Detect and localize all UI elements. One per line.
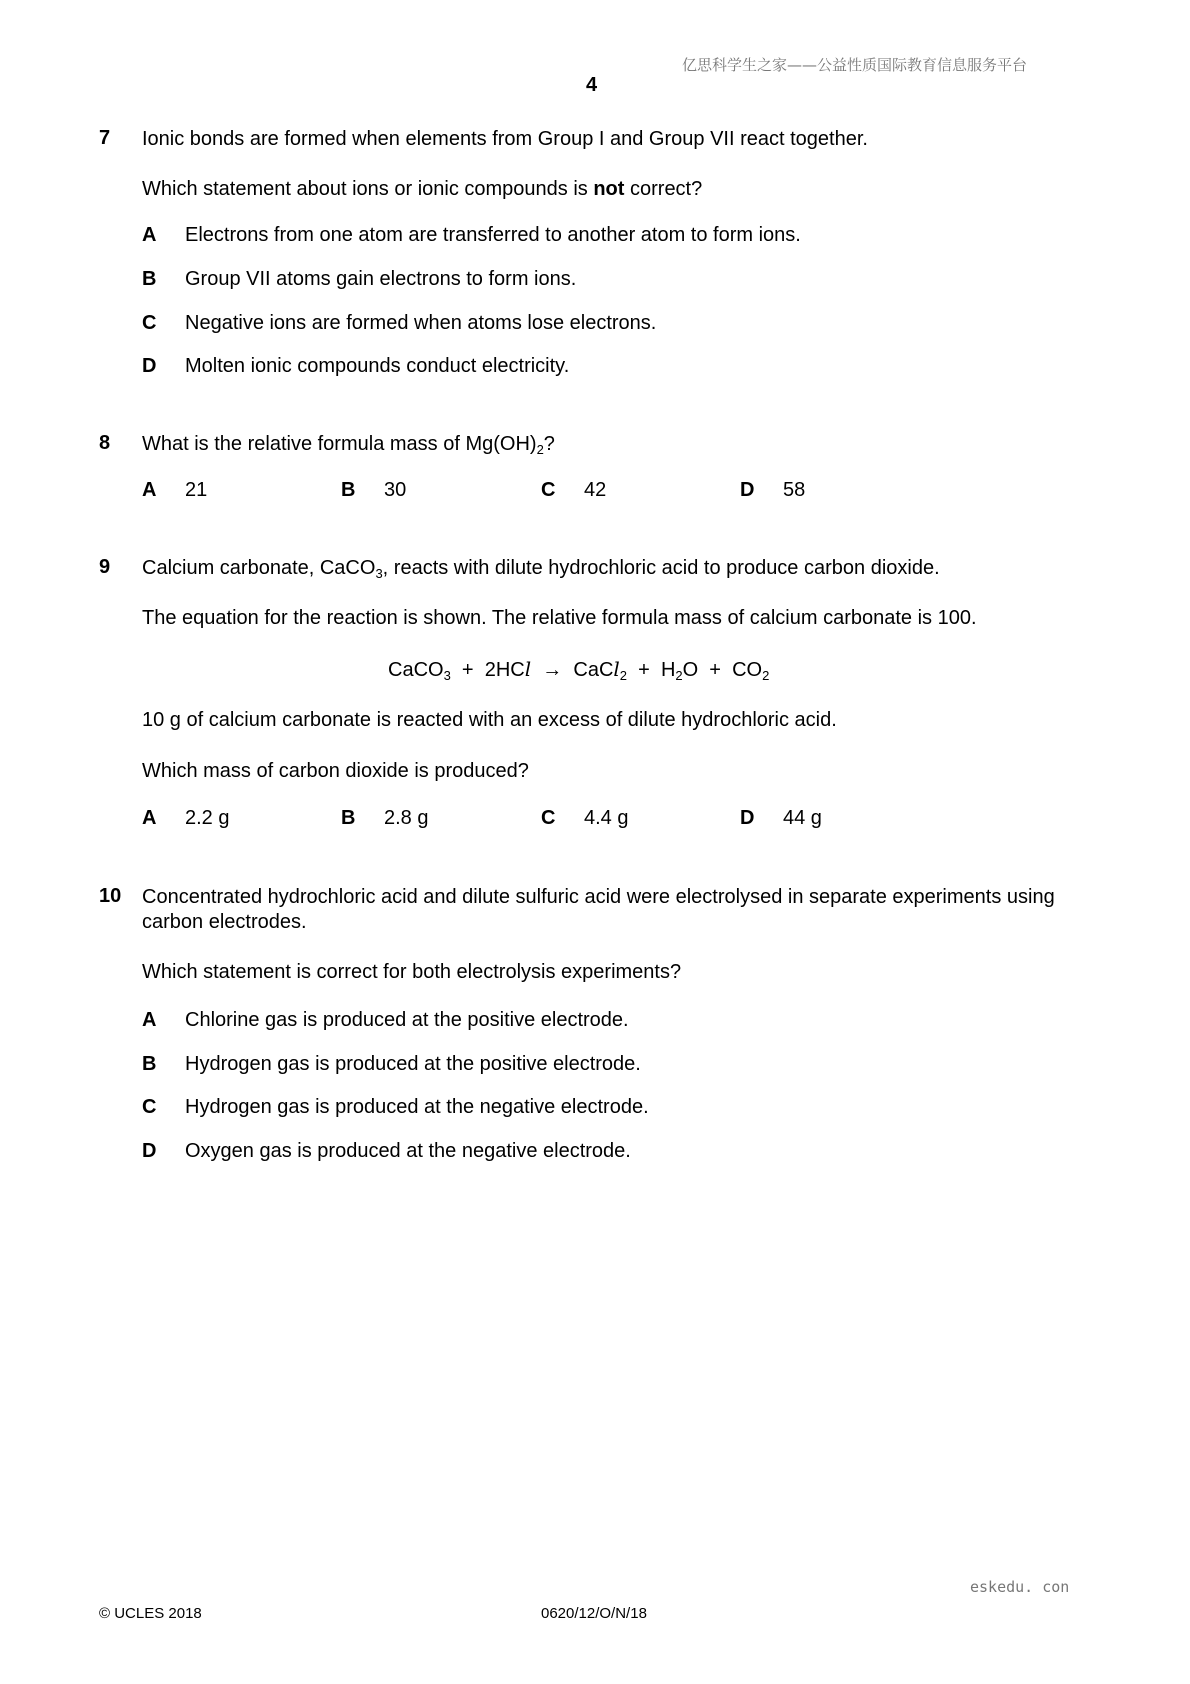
option-text: Negative ions are formed when atoms lose electrons.: [185, 312, 657, 334]
question-prompt: Which statement is correct for both electrolysis experiments?: [142, 961, 682, 983]
option-text: Oxygen gas is produced at the negative electrode.: [185, 1140, 631, 1162]
question-context: The equation for the reaction is shown. The relative formula mass of calcium carbonate is 100.: [142, 607, 977, 629]
header-watermark: 亿思科学生之家——公益性质国际教育信息服务平台: [682, 56, 1028, 74]
question-prompt: Which statement about ions or ionic compounds is not correct?: [142, 178, 703, 200]
option-label: D: [740, 479, 755, 501]
option-text: Electrons from one atom are transferred to another atom to form ions.: [185, 224, 801, 246]
option-text: 42: [584, 479, 607, 501]
option-label: A: [142, 807, 157, 829]
question-stem: Calcium carbonate, CaCO$_3$, reacts with dilute hydrochloric acid to produce carbon dioxide.: [142, 557, 940, 581]
option-label: B: [341, 479, 356, 501]
option-label: B: [142, 1053, 157, 1075]
option-text: Hydrogen gas is produced at the positive electrode.: [185, 1053, 641, 1075]
option-text: Molten ionic compounds conduct electricity.: [185, 355, 570, 377]
option-label: A: [142, 224, 157, 246]
option-label: D: [142, 355, 157, 377]
footer-watermark: eskedu. con: [970, 1578, 1070, 1596]
option-label: C: [142, 312, 157, 334]
option-text: 58: [783, 479, 806, 501]
option-label: B: [142, 268, 157, 290]
question-stem: Ionic bonds are formed when elements from Group I and Group VII react together.: [142, 128, 868, 150]
option-text: 2.8 g: [384, 807, 429, 829]
option-label: D: [740, 807, 755, 829]
question-prompt: Which mass of carbon dioxide is produced?: [142, 760, 529, 782]
option-text: 4.4 g: [584, 807, 629, 829]
footer-copyright: © UCLES 2018: [99, 1605, 202, 1622]
option-label: A: [142, 479, 157, 501]
option-label: C: [541, 807, 556, 829]
emphasis-not: not: [593, 178, 625, 200]
option-text: 44 g: [783, 807, 822, 829]
question-number: 9: [99, 556, 111, 578]
question-context: 10 g of calcium carbonate is reacted with an excess of dilute hydrochloric acid.: [142, 709, 837, 731]
question-number: 10: [99, 885, 122, 907]
option-label: D: [142, 1140, 157, 1162]
option-text: Hydrogen gas is produced at the negative electrode.: [185, 1096, 649, 1118]
question-stem: What is the relative formula mass of $Mg(OH)_2$?: [142, 433, 555, 457]
option-label: C: [142, 1096, 157, 1118]
option-label: C: [541, 479, 556, 501]
option-text: Group VII atoms gain electrons to form ions.: [185, 268, 577, 290]
option-text: 21: [185, 479, 208, 501]
option-label: A: [142, 1009, 157, 1031]
question-stem: Concentrated hydrochloric acid and dilute sulfuric acid were electrolysed in separate experiments using carbon electrodes.: [142, 886, 1055, 933]
option-text: Chlorine gas is produced at the positive electrode.: [185, 1009, 629, 1031]
footer-paper-code: 0620/12/O/N/18: [541, 1605, 647, 1622]
option-text: 2.2 g: [185, 807, 230, 829]
option-label: B: [341, 807, 356, 829]
chemical-equation: CaCO$_3$ + 2HCl → CaCl$_2$ + $H_2O + CO_2$: [388, 657, 770, 683]
option-text: 30: [384, 479, 407, 501]
page-number: 4: [586, 74, 598, 96]
question-number: 7: [99, 127, 111, 149]
reaction-arrow: →: [531, 659, 574, 681]
question-number: 8: [99, 432, 111, 454]
